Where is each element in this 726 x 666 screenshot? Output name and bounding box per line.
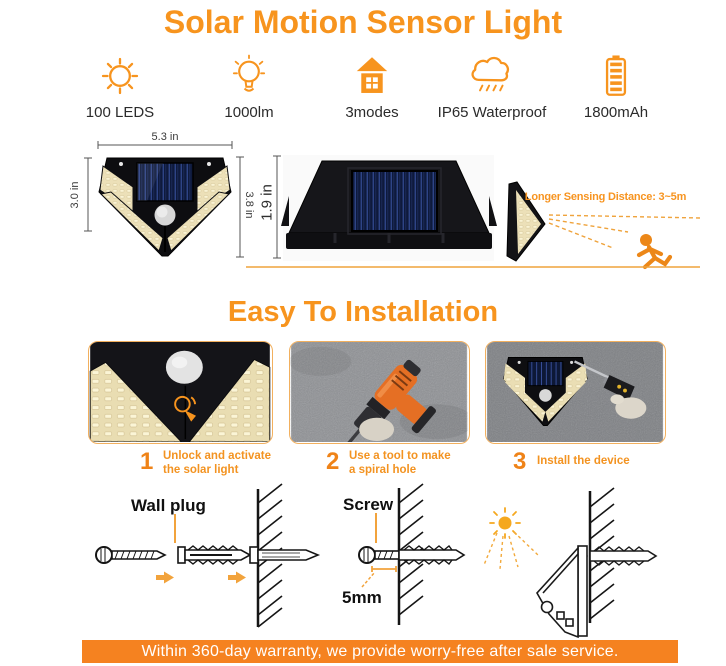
warranty-banner <box>82 640 678 663</box>
protrusion-label: 5mm <box>342 588 382 607</box>
house-icon <box>310 50 434 102</box>
plug-in-wall-diagram <box>250 547 318 563</box>
feature-lumens <box>187 50 311 121</box>
bulb-icon <box>187 50 311 102</box>
step1-photo <box>88 341 273 444</box>
warranty-banner-text: Within 360-day warranty, we provide worry-free after sale service. <box>141 643 619 660</box>
feature-label: 1800mAh <box>583 104 649 121</box>
feature-label: 100 LEDS <box>85 104 155 121</box>
feature-label: IP65 Waterproof <box>437 104 547 121</box>
arrow-right-icon <box>228 572 246 584</box>
top-view-product <box>281 155 497 261</box>
page-title: Solar Motion Sensor Light <box>163 4 563 40</box>
step2-number: 2 <box>326 448 340 475</box>
screw-in-wall-diagram <box>359 546 464 564</box>
dimension-depth-label: 1.9 in <box>258 184 276 221</box>
feature-modes <box>310 50 434 121</box>
feature-label: 1000lm <box>224 104 274 121</box>
step1-number: 1 <box>140 448 154 475</box>
dimension-height-right-label: 3.8 in <box>243 191 255 219</box>
product-views-graphic <box>0 128 726 280</box>
wall-plug-diagram <box>178 546 250 564</box>
running-man-icon <box>639 234 670 267</box>
screw-label: Screw <box>343 495 394 514</box>
protrusion-measure <box>362 566 396 587</box>
rain-cloud-icon <box>430 50 554 102</box>
dimension-height-left-label: 3.0 in <box>69 181 81 209</box>
feature-label: 3modes <box>345 104 399 121</box>
step2-photo <box>289 341 470 444</box>
front-view-product <box>99 158 231 256</box>
mounted-light-diagram <box>537 546 656 637</box>
screw-diagram <box>96 547 165 563</box>
sensing-beams <box>549 215 700 248</box>
dimension-width-label: 5.3 in <box>151 131 179 143</box>
feature-waterproof <box>430 50 554 121</box>
sensing-distance-label: Longer Sensing Distance: 3~5m <box>524 191 687 203</box>
sun-icon <box>58 50 182 102</box>
battery-icon <box>554 50 678 102</box>
step2-caption: Use a tool to make a spiral hole <box>349 450 451 476</box>
feature-leds <box>58 50 182 121</box>
step3-photo <box>485 341 666 444</box>
step3-number: 3 <box>513 448 527 475</box>
feature-battery <box>554 50 678 121</box>
step1-caption: Unlock and activate the solar light <box>163 450 272 476</box>
wall-plug-label: Wall plug <box>131 496 206 515</box>
installation-heading: Easy To Installation <box>227 296 499 328</box>
sunlight-icon <box>484 508 538 569</box>
glove <box>359 418 394 441</box>
arrow-right-icon <box>156 572 174 584</box>
step3-caption: Install the device <box>537 455 630 467</box>
